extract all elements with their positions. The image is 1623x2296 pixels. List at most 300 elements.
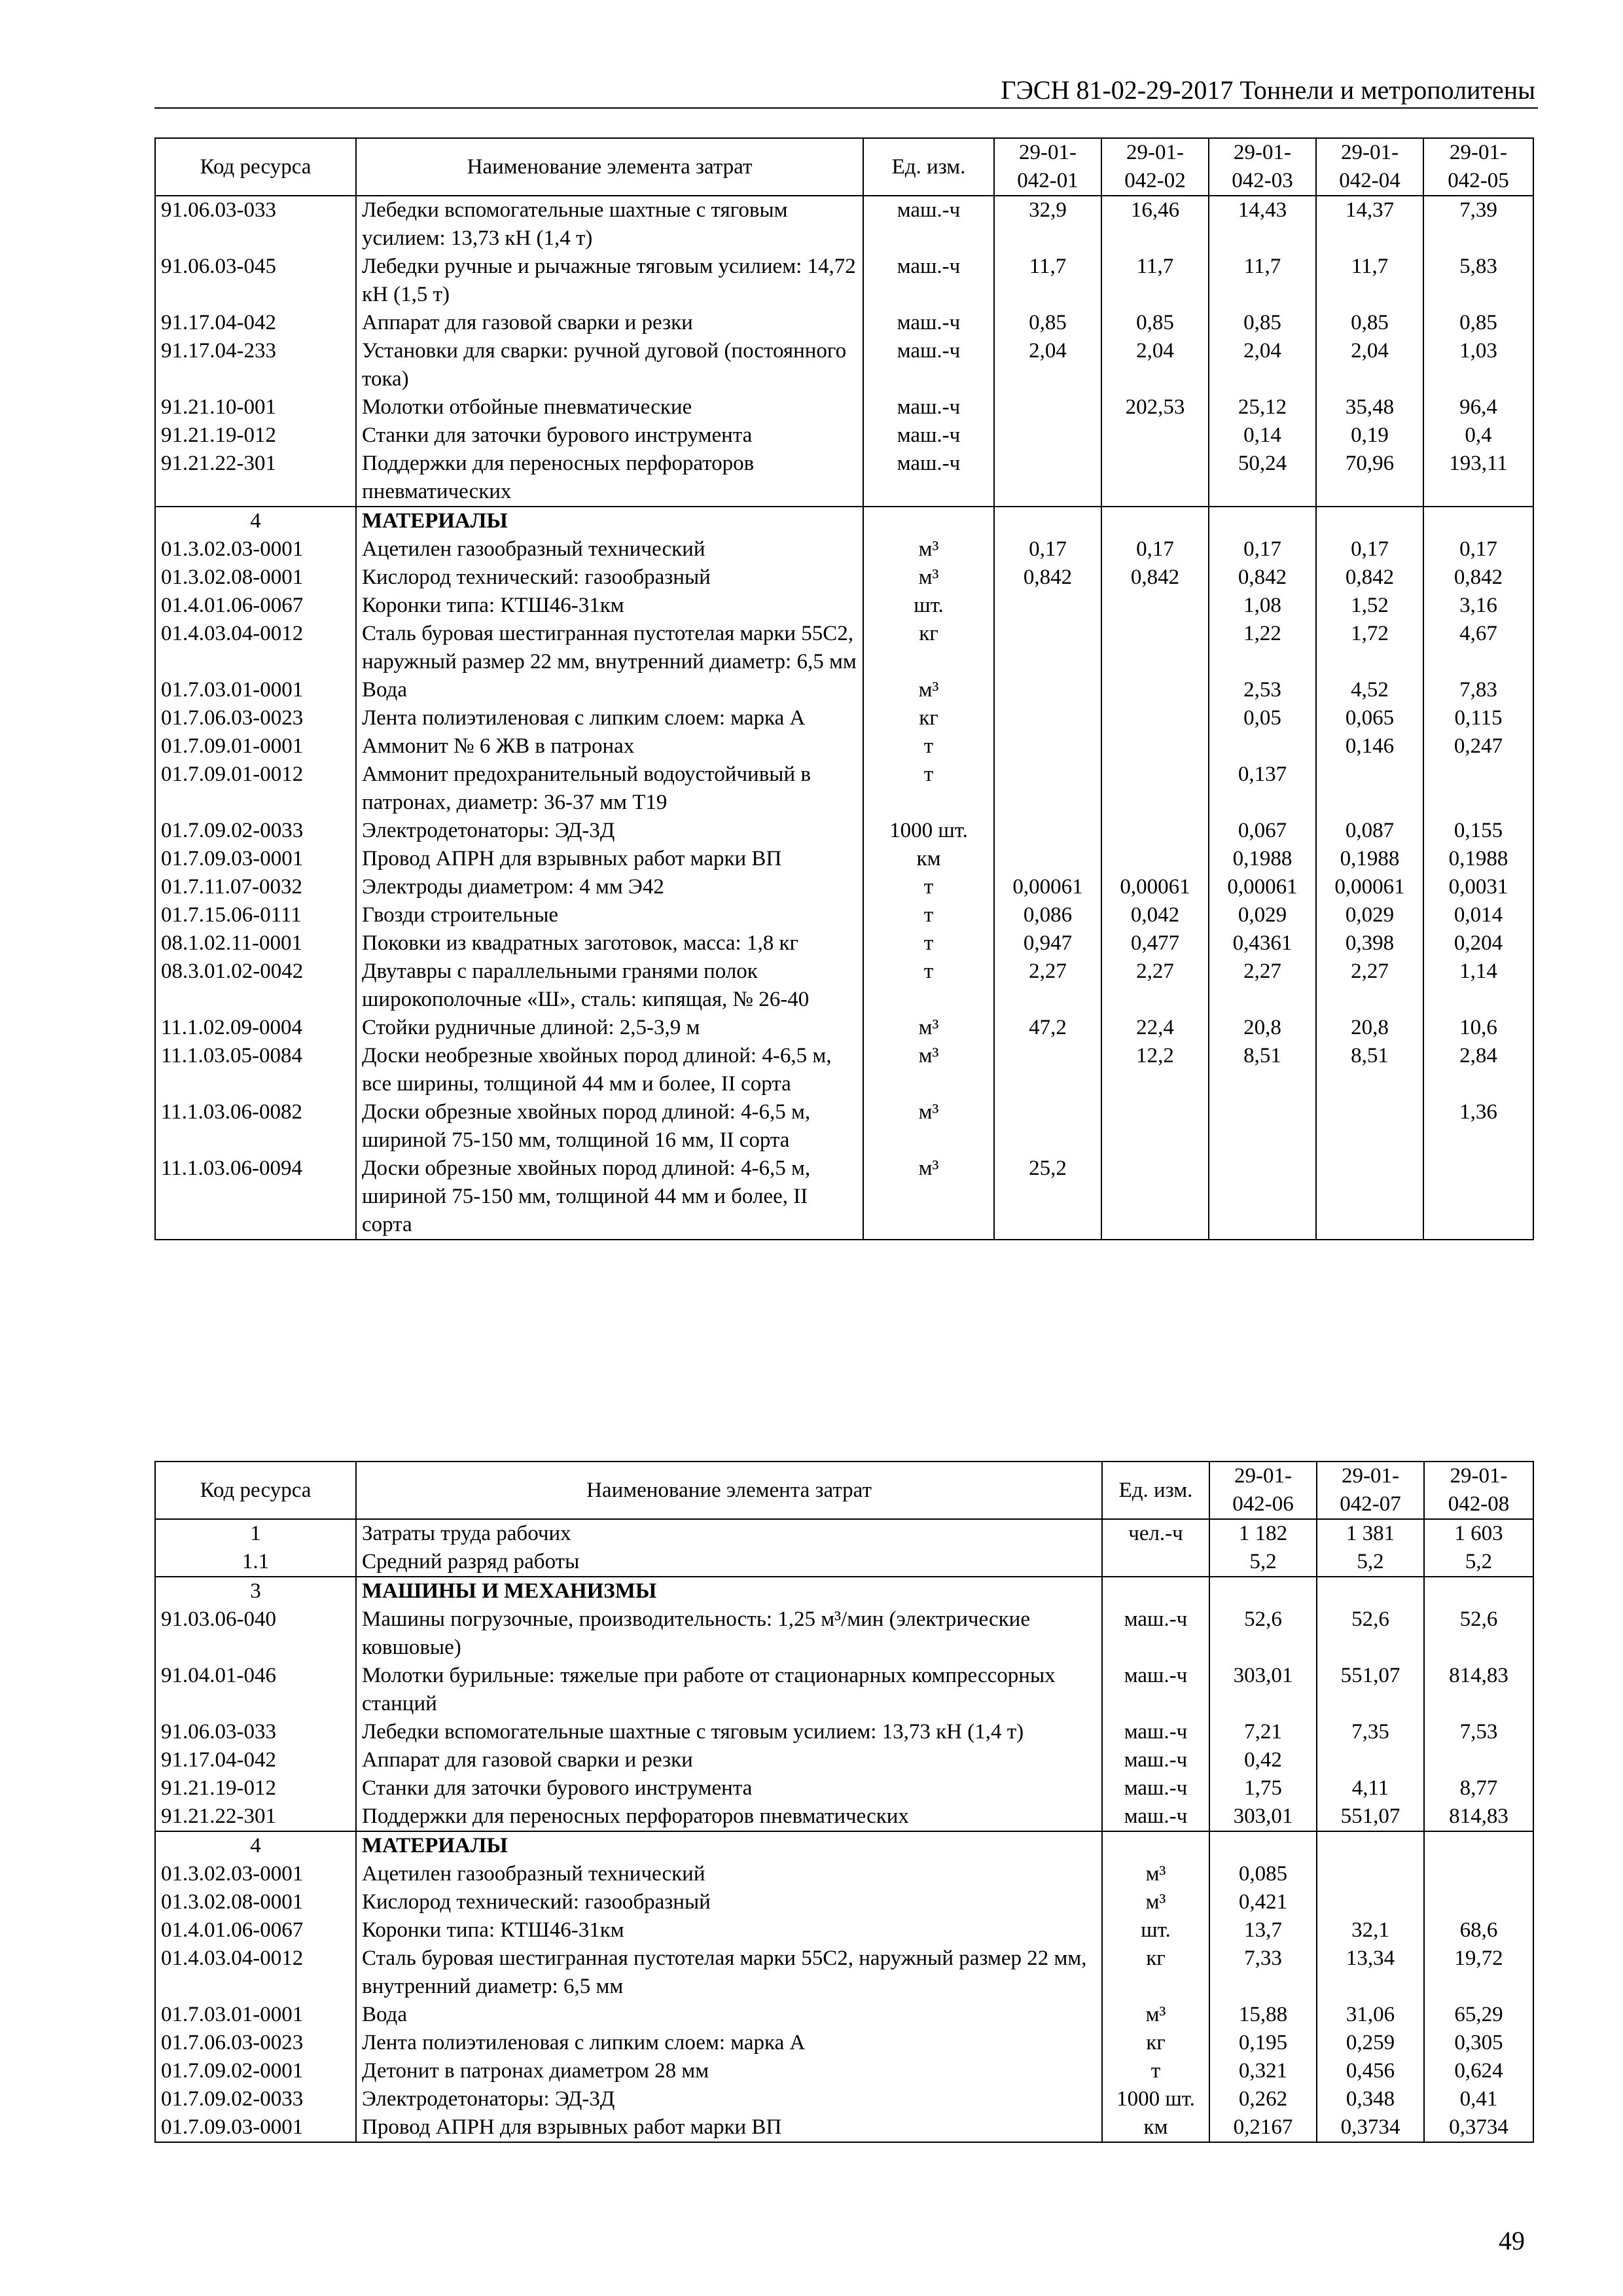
value-cell <box>1316 761 1423 817</box>
table-row <box>155 1888 1533 1916</box>
resource-code-cell: 01.7.03.01-0001 <box>155 2001 356 2029</box>
value-cell: 8,51 <box>1316 1042 1423 1098</box>
value-cell: 814,83 <box>1424 1662 1533 1718</box>
value-cell: 7,53 <box>1424 1718 1533 1746</box>
value-cell: 20,8 <box>1209 1014 1316 1042</box>
value-cell: 0,85 <box>1101 309 1209 337</box>
table-row <box>155 1662 1533 1718</box>
value-cell: 11,7 <box>1209 253 1316 309</box>
value-cell: 2,27 <box>1101 958 1209 1014</box>
value-cell: 1,03 <box>1423 337 1533 393</box>
resource-name-cell: Машины погрузочные, производительность: 1,25 м³/мин (электрические ковшовые) <box>356 1605 1102 1662</box>
unit-cell: т <box>863 761 994 817</box>
document-header <box>154 73 1538 109</box>
unit-cell: маш.-ч <box>1102 1803 1209 1831</box>
value-cell <box>1101 761 1209 817</box>
column-header: Наименование элемента затрат <box>356 1462 1102 1519</box>
value-cell <box>1423 507 1533 535</box>
resource-name-cell: МАШИНЫ И МЕХАНИЗМЫ <box>356 1577 1102 1605</box>
value-cell: 2,04 <box>1101 337 1209 393</box>
value-cell: 0,305 <box>1424 2029 1533 2057</box>
unit-cell: кг <box>1102 2029 1209 2057</box>
value-cell: 1,75 <box>1209 1774 1317 1803</box>
unit-cell: маш.-ч <box>863 422 994 450</box>
resource-name-cell: Поддержки для переносных перфораторов пневматических <box>356 450 863 507</box>
value-cell <box>1316 1155 1423 1240</box>
value-cell <box>1423 761 1533 817</box>
value-cell: 4,11 <box>1317 1774 1424 1803</box>
resource-code-cell: 91.06.03-045 <box>155 253 356 309</box>
table-row <box>155 1605 1533 1662</box>
value-cell <box>1317 1577 1424 1605</box>
value-cell: 0,00061 <box>1101 873 1209 901</box>
table-row <box>155 761 1533 817</box>
unit-cell: м³ <box>863 564 994 592</box>
value-cell: 0,398 <box>1316 929 1423 958</box>
resource-code-cell: 4 <box>155 1831 356 1860</box>
value-cell <box>994 845 1101 873</box>
value-cell: 68,6 <box>1424 1916 1533 1945</box>
resource-code-cell: 01.7.09.03-0001 <box>155 845 356 873</box>
value-cell: 2,04 <box>1316 337 1423 393</box>
value-cell: 0,085 <box>1209 1860 1317 1888</box>
value-cell <box>1209 1098 1316 1155</box>
value-cell: 193,11 <box>1423 450 1533 507</box>
resource-code-cell: 1 <box>155 1519 356 1548</box>
value-cell: 32,1 <box>1317 1916 1424 1945</box>
value-cell <box>1101 732 1209 761</box>
column-header: 29-01- 042-04 <box>1316 138 1423 196</box>
unit-cell: м³ <box>863 1014 994 1042</box>
value-cell: 0,3734 <box>1424 2113 1533 2142</box>
value-cell <box>994 620 1101 676</box>
document-title: ГЭСН 81-02-29-2017 Тоннели и метрополитены <box>1001 75 1535 105</box>
value-cell <box>1424 1746 1533 1774</box>
table-row <box>155 1042 1533 1098</box>
value-cell <box>1101 450 1209 507</box>
unit-cell <box>1102 1577 1209 1605</box>
value-cell: 0,137 <box>1209 761 1316 817</box>
value-cell: 0,00061 <box>994 873 1101 901</box>
unit-cell: маш.-ч <box>1102 1718 1209 1746</box>
value-cell: 0,05 <box>1209 704 1316 732</box>
value-cell: 0,4361 <box>1209 929 1316 958</box>
resource-code-cell: 91.21.19-012 <box>155 422 356 450</box>
value-cell: 2,27 <box>1209 958 1316 1014</box>
resource-code-cell: 01.7.09.02-0001 <box>155 2057 356 2085</box>
table-row <box>155 817 1533 845</box>
value-cell: 5,2 <box>1209 1548 1317 1577</box>
value-cell: 0,85 <box>1316 309 1423 337</box>
value-cell: 19,72 <box>1424 1945 1533 2001</box>
resource-name-cell: Лебедки ручные и рычажные тяговым усилием: 14,72 кН (1,5 т) <box>356 253 863 309</box>
resource-code-cell: 01.4.03.04-0012 <box>155 1945 356 2001</box>
value-cell: 0,14 <box>1209 422 1316 450</box>
value-cell: 52,6 <box>1424 1605 1533 1662</box>
resource-code-cell: 01.4.01.06-0067 <box>155 592 356 620</box>
column-header: Наименование элемента затрат <box>356 138 863 196</box>
value-cell: 31,06 <box>1317 2001 1424 2029</box>
value-cell <box>994 676 1101 704</box>
table-row <box>155 2113 1533 2142</box>
resource-code-cell: 01.7.09.02-0033 <box>155 817 356 845</box>
unit-cell: шт. <box>863 592 994 620</box>
value-cell: 1,36 <box>1423 1098 1533 1155</box>
resource-name-cell: Молотки отбойные пневматические <box>356 393 863 422</box>
unit-cell: маш.-ч <box>863 337 994 393</box>
resource-code-cell: 08.1.02.11-0001 <box>155 929 356 958</box>
table-row <box>155 620 1533 676</box>
resource-code-cell: 91.06.03-033 <box>155 196 356 253</box>
value-cell <box>1424 1577 1533 1605</box>
unit-cell: м³ <box>863 1042 994 1098</box>
resource-name-cell: Средний разряд работы <box>356 1548 1102 1577</box>
value-cell <box>1209 1831 1317 1860</box>
table-row <box>155 1548 1533 1577</box>
section-row <box>155 507 1533 535</box>
value-cell: 7,21 <box>1209 1718 1317 1746</box>
value-cell <box>994 704 1101 732</box>
value-cell <box>994 761 1101 817</box>
resource-name-cell: МАТЕРИАЛЫ <box>356 507 863 535</box>
value-cell <box>1424 1831 1533 1860</box>
resource-name-cell: Доски необрезные хвойных пород длиной: 4-6,5 м, все ширины, толщиной 44 мм и более, II сорта <box>356 1042 863 1098</box>
value-cell: 0,85 <box>1423 309 1533 337</box>
value-cell: 0,067 <box>1209 817 1316 845</box>
value-cell <box>1317 1888 1424 1916</box>
table-row <box>155 1014 1533 1042</box>
resource-code-cell: 4 <box>155 507 356 535</box>
page-number: 49 <box>1499 2226 1525 2255</box>
resource-name-cell: Установки для сварки: ручной дуговой (постоянного тока) <box>356 337 863 393</box>
table-row <box>155 1803 1533 1831</box>
resource-name-cell: Аппарат для газовой сварки и резки <box>356 1746 1102 1774</box>
value-cell: 1 603 <box>1424 1519 1533 1548</box>
value-cell <box>1101 1155 1209 1240</box>
value-cell: 2,04 <box>994 337 1101 393</box>
unit-cell: т <box>1102 2057 1209 2085</box>
resource-name-cell: Кислород технический: газообразный <box>356 564 863 592</box>
resource-name-cell: Гвозди строительные <box>356 901 863 929</box>
column-header: Код ресурса <box>155 1462 356 1519</box>
unit-cell: т <box>863 873 994 901</box>
value-cell: 0,115 <box>1423 704 1533 732</box>
resource-code-cell: 08.3.01.02-0042 <box>155 958 356 1014</box>
resource-name-cell: Электроды диаметром: 4 мм Э42 <box>356 873 863 901</box>
resource-name-cell: Провод АПРН для взрывных работ марки ВП <box>356 2113 1102 2142</box>
value-cell: 52,6 <box>1209 1605 1317 1662</box>
value-cell: 0,1988 <box>1316 845 1423 873</box>
value-cell: 1,08 <box>1209 592 1316 620</box>
value-cell: 25,12 <box>1209 393 1316 422</box>
table-row <box>155 1155 1533 1240</box>
value-cell: 0,842 <box>1316 564 1423 592</box>
value-cell: 0,1988 <box>1423 845 1533 873</box>
resource-code-cell: 3 <box>155 1577 356 1605</box>
value-cell: 35,48 <box>1316 393 1423 422</box>
table-row <box>155 2001 1533 2029</box>
table-row <box>155 676 1533 704</box>
table-row <box>155 2029 1533 2057</box>
resource-name-cell: Лебедки вспомогательные шахтные с тяговым усилием: 13,73 кН (1,4 т) <box>356 1718 1102 1746</box>
table-row <box>155 1774 1533 1803</box>
value-cell <box>1424 1888 1533 1916</box>
value-cell: 0,155 <box>1423 817 1533 845</box>
value-cell: 0,00061 <box>1316 873 1423 901</box>
value-cell: 0,41 <box>1424 2085 1533 2113</box>
value-cell: 7,83 <box>1423 676 1533 704</box>
resource-name-cell: Лента полиэтиленовая с липким слоем: марка А <box>356 704 863 732</box>
table-row <box>155 337 1533 393</box>
value-cell: 551,07 <box>1317 1662 1424 1718</box>
resource-name-cell: Поковки из квадратных заготовок, масса: 1,8 кг <box>356 929 863 958</box>
value-cell: 8,51 <box>1209 1042 1316 1098</box>
value-cell: 0,042 <box>1101 901 1209 929</box>
unit-cell: чел.-ч <box>1102 1519 1209 1548</box>
value-cell <box>1209 507 1316 535</box>
resource-code-cell: 01.7.09.03-0001 <box>155 2113 356 2142</box>
unit-cell: м³ <box>863 535 994 564</box>
resource-name-cell: Электродетонаторы: ЭД-3Д <box>356 2085 1102 2113</box>
resource-name-cell: Провод АПРН для взрывных работ марки ВП <box>356 845 863 873</box>
column-header: 29-01- 042-01 <box>994 138 1101 196</box>
value-cell: 0,195 <box>1209 2029 1317 2057</box>
value-cell: 0,842 <box>1423 564 1533 592</box>
value-cell: 0,262 <box>1209 2085 1317 2113</box>
value-cell: 814,83 <box>1424 1803 1533 1831</box>
resource-code-cell: 01.4.01.06-0067 <box>155 1916 356 1945</box>
table-header-row <box>155 1462 1533 1519</box>
value-cell <box>1101 1098 1209 1155</box>
unit-cell: м³ <box>1102 2001 1209 2029</box>
value-cell: 5,2 <box>1424 1548 1533 1577</box>
value-cell: 0,17 <box>1423 535 1533 564</box>
resource-code-cell: 91.04.01-046 <box>155 1662 356 1718</box>
value-cell: 0,624 <box>1424 2057 1533 2085</box>
value-cell: 32,9 <box>994 196 1101 253</box>
resource-code-cell: 91.17.04-042 <box>155 309 356 337</box>
value-cell: 1,52 <box>1316 592 1423 620</box>
resource-name-cell: Лента полиэтиленовая с липким слоем: марка А <box>356 2029 1102 2057</box>
value-cell <box>994 507 1101 535</box>
resource-table-2 <box>154 1461 1534 2143</box>
unit-cell: 1000 шт. <box>1102 2085 1209 2113</box>
value-cell: 2,04 <box>1209 337 1316 393</box>
table-row <box>155 901 1533 929</box>
unit-cell: м³ <box>1102 1860 1209 1888</box>
value-cell <box>994 732 1101 761</box>
resource-code-cell: 01.7.03.01-0001 <box>155 676 356 704</box>
value-cell <box>1209 1577 1317 1605</box>
resource-name-cell: Ацетилен газообразный технический <box>356 535 863 564</box>
table-row <box>155 1718 1533 1746</box>
unit-cell: м³ <box>863 1098 994 1155</box>
unit-cell: м³ <box>1102 1888 1209 1916</box>
value-cell: 0,477 <box>1101 929 1209 958</box>
table-row <box>155 253 1533 309</box>
table-row <box>155 958 1533 1014</box>
resource-code-cell: 01.7.09.01-0001 <box>155 732 356 761</box>
resource-name-cell: Сталь буровая шестигранная пустотелая марки 55С2, наружный размер 22 мм, внутренний диаметр: 6,5 мм <box>356 1945 1102 2001</box>
unit-cell: км <box>1102 2113 1209 2142</box>
value-cell: 202,53 <box>1101 393 1209 422</box>
value-cell: 0,456 <box>1317 2057 1424 2085</box>
unit-cell: маш.-ч <box>1102 1746 1209 1774</box>
value-cell: 1,22 <box>1209 620 1316 676</box>
value-cell <box>1101 592 1209 620</box>
resource-name-cell: Доски обрезные хвойных пород длиной: 4-6,5 м, шириной 75-150 мм, толщиной 44 мм и более, II сорта <box>356 1155 863 1240</box>
value-cell <box>1317 1746 1424 1774</box>
value-cell: 7,35 <box>1317 1718 1424 1746</box>
resource-code-cell: 91.21.10-001 <box>155 393 356 422</box>
value-cell: 0,348 <box>1317 2085 1424 2113</box>
resource-code-cell: 01.3.02.08-0001 <box>155 564 356 592</box>
value-cell: 11,7 <box>994 253 1101 309</box>
resource-code-cell: 91.06.03-033 <box>155 1718 356 1746</box>
value-cell: 13,7 <box>1209 1916 1317 1945</box>
table-row <box>155 450 1533 507</box>
value-cell: 0,85 <box>1209 309 1316 337</box>
value-cell <box>994 393 1101 422</box>
value-cell: 2,27 <box>994 958 1101 1014</box>
resource-code-cell: 01.7.09.02-0033 <box>155 2085 356 2113</box>
table-row <box>155 1860 1533 1888</box>
resource-name-cell: Доски обрезные хвойных пород длиной: 4-6,5 м, шириной 75-150 мм, толщиной 16 мм, II сорта <box>356 1098 863 1155</box>
unit-cell: м³ <box>863 676 994 704</box>
value-cell: 14,43 <box>1209 196 1316 253</box>
value-cell: 50,24 <box>1209 450 1316 507</box>
value-cell: 0,19 <box>1316 422 1423 450</box>
value-cell: 0,2167 <box>1209 2113 1317 2142</box>
value-cell: 0,4 <box>1423 422 1533 450</box>
column-header: 29-01- 042-08 <box>1424 1462 1533 1519</box>
unit-cell: маш.-ч <box>1102 1774 1209 1803</box>
resource-code-cell: 01.7.06.03-0023 <box>155 704 356 732</box>
unit-cell: 1000 шт. <box>863 817 994 845</box>
value-cell: 13,34 <box>1317 1945 1424 2001</box>
value-cell <box>1316 507 1423 535</box>
value-cell: 10,6 <box>1423 1014 1533 1042</box>
value-cell: 4,67 <box>1423 620 1533 676</box>
value-cell <box>1101 422 1209 450</box>
value-cell: 1,72 <box>1316 620 1423 676</box>
unit-cell: кг <box>863 704 994 732</box>
table-row <box>155 873 1533 901</box>
value-cell: 96,4 <box>1423 393 1533 422</box>
table-row <box>155 1746 1533 1774</box>
resource-code-cell: 01.7.06.03-0023 <box>155 2029 356 2057</box>
value-cell: 0,029 <box>1209 901 1316 929</box>
value-cell <box>1424 1860 1533 1888</box>
value-cell: 0,086 <box>994 901 1101 929</box>
table-row <box>155 309 1533 337</box>
value-cell: 1 182 <box>1209 1519 1317 1548</box>
resource-name-cell: Двутавры с параллельными гранями полок широкополочные «Ш», сталь: кипящая, № 26-40 <box>356 958 863 1014</box>
unit-cell: шт. <box>1102 1916 1209 1945</box>
resource-code-cell: 11.1.03.06-0094 <box>155 1155 356 1240</box>
value-cell: 551,07 <box>1317 1803 1424 1831</box>
resource-name-cell: Затраты труда рабочих <box>356 1519 1102 1548</box>
resource-table-1 <box>154 137 1534 1240</box>
value-cell: 11,7 <box>1316 253 1423 309</box>
value-cell <box>994 450 1101 507</box>
resource-code-cell: 11.1.03.05-0084 <box>155 1042 356 1098</box>
resource-name-cell: Вода <box>356 676 863 704</box>
column-header: 29-01- 042-02 <box>1101 138 1209 196</box>
table-row <box>155 704 1533 732</box>
value-cell: 0,1988 <box>1209 845 1316 873</box>
value-cell: 14,37 <box>1316 196 1423 253</box>
unit-cell <box>1102 1548 1209 1577</box>
column-header: 29-01- 042-03 <box>1209 138 1316 196</box>
unit-cell: т <box>863 901 994 929</box>
value-cell: 0,85 <box>994 309 1101 337</box>
table-row <box>155 535 1533 564</box>
value-cell: 0,3734 <box>1317 2113 1424 2142</box>
value-cell: 0,247 <box>1423 732 1533 761</box>
resource-code-cell: 01.3.02.08-0001 <box>155 1888 356 1916</box>
value-cell <box>1101 817 1209 845</box>
value-cell: 2,53 <box>1209 676 1316 704</box>
unit-cell: маш.-ч <box>863 253 994 309</box>
table-row <box>155 845 1533 873</box>
value-cell <box>994 817 1101 845</box>
value-cell: 0,065 <box>1316 704 1423 732</box>
value-cell <box>1316 1098 1423 1155</box>
value-cell: 20,8 <box>1316 1014 1423 1042</box>
unit-cell: т <box>863 732 994 761</box>
resource-name-cell: Аммонит № 6 ЖВ в патронах <box>356 732 863 761</box>
value-cell: 7,33 <box>1209 1945 1317 2001</box>
value-cell: 5,83 <box>1423 253 1533 309</box>
section-row <box>155 1831 1533 1860</box>
value-cell: 2,27 <box>1316 958 1423 1014</box>
unit-cell: м³ <box>863 1155 994 1240</box>
value-cell <box>1101 620 1209 676</box>
table-row <box>155 1945 1533 2001</box>
value-cell: 0,029 <box>1316 901 1423 929</box>
value-cell: 8,77 <box>1424 1774 1533 1803</box>
value-cell: 0,842 <box>1101 564 1209 592</box>
resource-name-cell: Стойки рудничные длиной: 2,5-3,9 м <box>356 1014 863 1042</box>
value-cell <box>1209 1155 1316 1240</box>
resource-code-cell: 1.1 <box>155 1548 356 1577</box>
unit-cell: маш.-ч <box>863 196 994 253</box>
value-cell <box>1317 1860 1424 1888</box>
value-cell: 0,146 <box>1316 732 1423 761</box>
resource-code-cell: 01.4.03.04-0012 <box>155 620 356 676</box>
unit-cell: кг <box>1102 1945 1209 2001</box>
table-row <box>155 422 1533 450</box>
value-cell: 47,2 <box>994 1014 1101 1042</box>
table-row <box>155 393 1533 422</box>
value-cell: 0,0031 <box>1423 873 1533 901</box>
resource-code-cell: 01.7.09.01-0012 <box>155 761 356 817</box>
value-cell: 52,6 <box>1317 1605 1424 1662</box>
value-cell: 0,842 <box>1209 564 1316 592</box>
resource-code-cell: 01.3.02.03-0001 <box>155 535 356 564</box>
column-header: Код ресурса <box>155 138 356 196</box>
resource-name-cell: Станки для заточки бурового инструмента <box>356 422 863 450</box>
value-cell: 0,17 <box>1101 535 1209 564</box>
table-row <box>155 2085 1533 2113</box>
resource-name-cell: Сталь буровая шестигранная пустотелая марки 55С2, наружный размер 22 мм, внутренний диаметр: 6,5 мм <box>356 620 863 676</box>
table-row <box>155 1916 1533 1945</box>
resource-code-cell: 91.03.06-040 <box>155 1605 356 1662</box>
section-row <box>155 1577 1533 1605</box>
value-cell: 3,16 <box>1423 592 1533 620</box>
column-header: Ед. изм. <box>863 138 994 196</box>
